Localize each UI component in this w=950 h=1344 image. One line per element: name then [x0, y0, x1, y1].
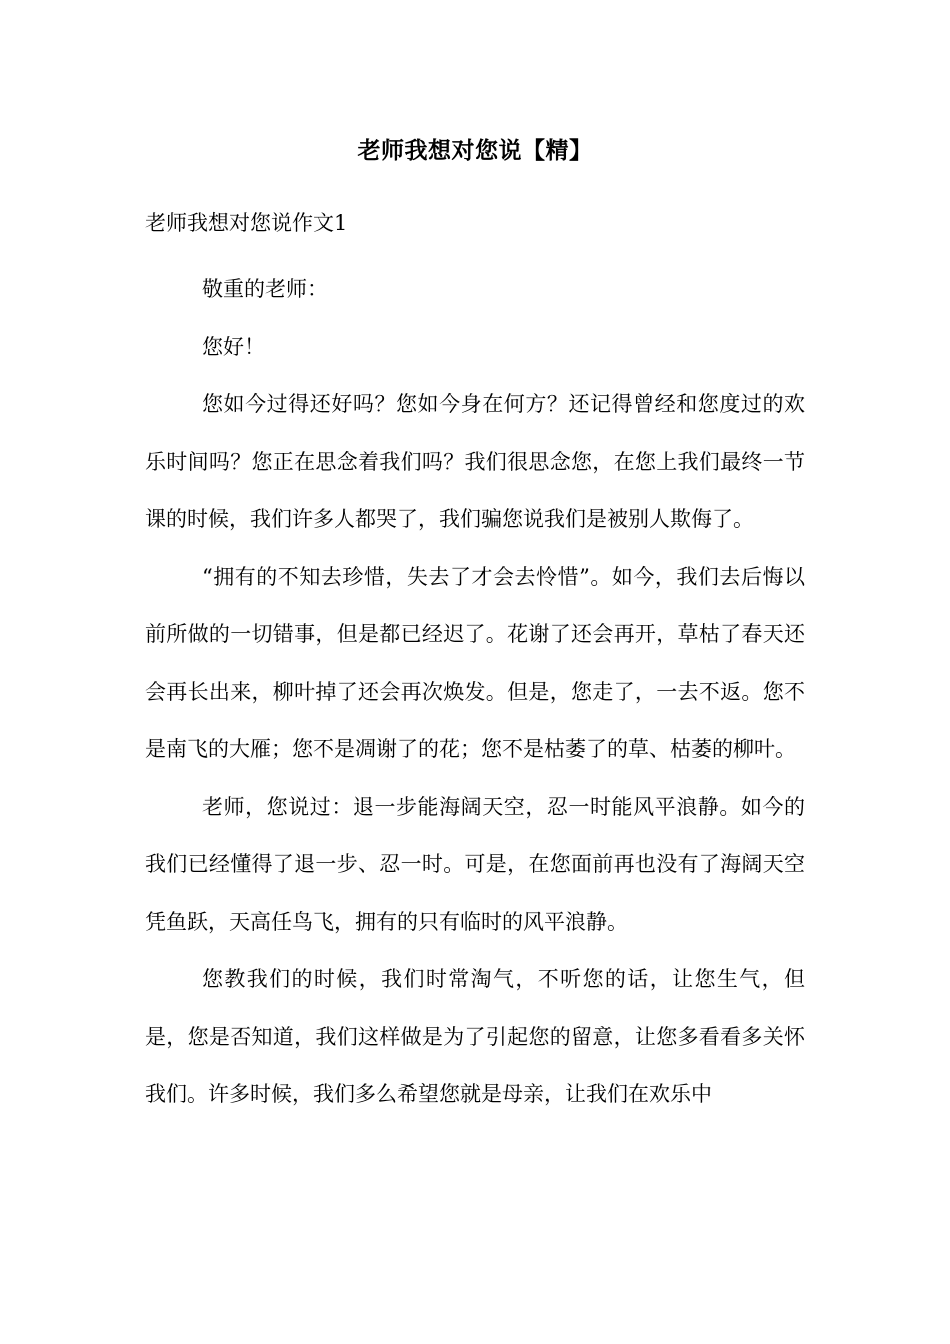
paragraph: 老师，您说过：退一步能海阔天空，忍一时能风平浪静。如今的我们已经懂得了退一步、忍一时。可是，在您面前再也没有了海阔天空凭鱼跃，天高任鸟飞，拥有的只有临时的风平浪静。: [145, 794, 805, 934]
paragraph-greeting: 您好！: [202, 334, 265, 359]
paragraph-salutation: 敬重的老师：: [202, 277, 328, 301]
essay-body: [145, 261, 805, 1124]
essay-heading: 老师我想对您说作文1: [145, 211, 348, 235]
paragraph: 您如今过得还好吗？您如今身在何方？还记得曾经和您度过的欢乐时间吗？您正在思念着我们吗？我们很思念您，在您上我们最终一节课的时候，我们许多人都哭了，我们骗您说我们是被别人欺侮了。: [145, 392, 805, 531]
paragraph: 您教我们的时候，我们时常淘气，不听您的话，让您生气，但是，您是否知道，我们这样做是为了引起您的留意，让您多看看多关怀我们。许多时候，我们多么希望您就是母亲，让我们在欢乐中: [145, 967, 805, 1106]
paragraph: “拥有的不知去珍惜，失去了才会去怜惜”。如今，我们去后悔以前所做的一切错事，但是都已经迟了。花谢了还会再开，草枯了春天还会再长出来，柳叶掉了还会再次焕发。但是，您走了，一去不返。您不是南飞的大雁；您不是凋谢了的花；您不是枯萎了的草、枯萎的柳叶。: [145, 564, 805, 761]
document-title: 老师我想对您说【精】: [357, 137, 593, 164]
